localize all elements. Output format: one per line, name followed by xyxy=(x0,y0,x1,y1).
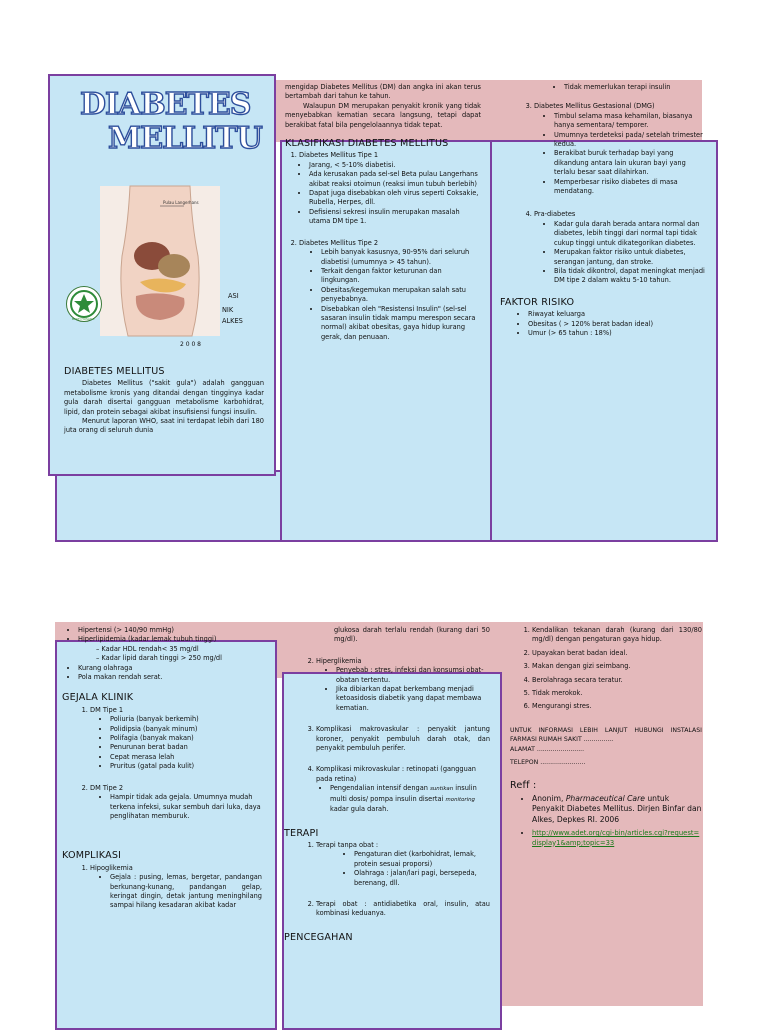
prevention-item: 6. Mengurangi stres. xyxy=(532,702,702,711)
mikro-text-b: insulin multi dosis/ pompa insulin disertai xyxy=(330,784,477,803)
symptom-item: • Poliuria (banyak berkemih) xyxy=(110,715,262,724)
mikro-text-a: Pengendalian intensif dengan xyxy=(330,784,428,793)
logo-svg xyxy=(67,287,101,321)
type3-point: • Umumnya terdeteksi pada/ setelah trimester kedua. xyxy=(554,131,705,150)
intro-paragraph-2: Walaupun DM merupakan penyakit kronik yang tidak menyebabkan kematian secara langsung, tetapi dapat berakibat fatal bila pengelolaannya tidak tepat. xyxy=(285,101,481,129)
cover-text xyxy=(64,362,264,436)
dm-section-title: DIABETES MELLITUS xyxy=(64,366,165,377)
type4-item xyxy=(534,210,705,285)
type4-point: • Merupakan faktor risiko untuk diabetes, serangan jantung, dan stroke. xyxy=(554,248,705,267)
symptom-item: • Cepat merasa lelah xyxy=(110,753,262,762)
komplikasi-heading: KOMPLIKASI xyxy=(62,850,122,862)
type4-point: • Bila tidak dikontrol, dapat meningkat menjadi DM tipe 2 dalam waktu 5-10 tahun. xyxy=(554,267,705,286)
type4-label: Pra-diabetes xyxy=(534,210,576,219)
mikro-label: Komplikasi mikrovaskular : retinopati (gangguan pada retina) xyxy=(316,765,476,783)
reference-link[interactable]: http://www.adet.org/cgi-bin/articles.cgi?request=display1&amp;topic=33 xyxy=(532,829,700,847)
symptom-item: • Polifagia (banyak makan) xyxy=(110,734,262,743)
stomach-shape xyxy=(158,254,190,278)
type1-item xyxy=(299,151,481,226)
symptom-item: • Hampir tidak ada gejala. Umumnya mudah terkena infeksi, sukar sembuh dari luka, daya penglihatan memburuk. xyxy=(110,793,262,821)
contact-phone: TELEPON ....................... xyxy=(510,759,586,767)
type2-label: Diabetes Mellitus Tipe 2 xyxy=(299,238,379,247)
top-back-panel xyxy=(55,470,285,542)
hiperglikemia-item xyxy=(316,657,490,713)
risk-item-exercise: • Kurang olahraga xyxy=(78,664,262,673)
org-text-3: ALKES xyxy=(222,317,243,325)
figure-label: Pulau Langerhans xyxy=(163,200,199,205)
lipid-item: – Kadar lipid darah tinggi > 250 mg/dl xyxy=(96,654,262,663)
type2-point: • Disebabkan oleh "Resistensi Insulin" (sel-sel sasaran insulin tidak mampu merespon secara normal) akibat obesitas, gaya hidup kurang gerak, dan penuaan. xyxy=(321,305,481,343)
type2-point: • Terkait dengan faktor keturunan dan lingkungan. xyxy=(321,267,481,286)
prevention-item: 4. Berolahraga secara teratur. xyxy=(532,676,702,685)
ref1-text-a: Anonim, xyxy=(532,793,564,803)
bakti-husada-logo xyxy=(66,286,102,322)
hiper-label: Hiperglikemia xyxy=(316,656,362,665)
type1-point: • Ada kerusakan pada sel-sel Beta pulau Langerhans akibat reaksi otoimun (reaksi imun tubuh berlebih) xyxy=(309,170,481,189)
dm2-symptoms xyxy=(90,784,262,822)
cover-title-line1: DIABETES xyxy=(80,87,251,122)
type3-label: Diabetes Mellitus Gestasional (DMG) xyxy=(534,102,655,111)
type1-point: • Dapat juga disebabkan oleh virus seperti Coksakie, Rubella, Herpes, dll. xyxy=(309,189,481,208)
ref1-text-b: untuk Penyakit Diabetes Mellitus. Dirjen Binfar dan Alkes, Depkes RI. 2006 xyxy=(532,793,702,824)
type4-point: • Kadar gula darah berada antara normal dan diabetes, lebih tinggi dari normal tapi tidak cukup tinggi untuk dikategorikan diabetes. xyxy=(554,220,705,248)
dm1-label: DM Tipe 1 xyxy=(90,705,124,714)
symptom-item: • Polidipsia (banyak minum) xyxy=(110,725,262,734)
prevention-item: 2. Upayakan berat badan ideal. xyxy=(532,649,702,658)
type2-point: • Obesitas/kegemukan merupakan salah satu penyebabnya. xyxy=(321,286,481,305)
intro-paragraph-1: mengidap Diabetes Mellitus (DM) dan angka ini akan terus bertambah dari tahun ke tahun. xyxy=(285,83,481,101)
symptom-item: • Penurunan berat badan xyxy=(110,743,262,752)
type2-point: • Lebih banyak kasusnya, 90-95% dari seluruh diabetisi (umumnya > 45 tahun). xyxy=(321,248,481,267)
risk-item-diet: • Pola makan rendah serat. xyxy=(78,673,262,682)
reff-heading: Reff : xyxy=(510,780,537,792)
type1-label: Diabetes Mellitus Tipe 1 xyxy=(299,151,379,160)
org-text-2: NIK xyxy=(222,306,234,314)
cover-title-line2: MELLITU xyxy=(108,121,262,156)
dm1-symptoms xyxy=(90,706,262,772)
terapi1-point: • Olahraga : jalan/lari pagi, bersepeda, berenang, dll. xyxy=(354,869,490,888)
type3-point: • Memperbesar risiko diabetes di masa mendatang. xyxy=(554,178,705,197)
risk-item-hypertension: • Hipertensi (> 140/90 mmHg) xyxy=(78,626,262,635)
mikro-italic-2: monitoring xyxy=(445,796,475,803)
prevention-item: 5. Tidak merokok. xyxy=(532,689,702,698)
pencegahan-heading: PENCEGAHAN xyxy=(284,931,353,943)
logo-star-icon xyxy=(74,294,94,313)
prevention-item: 1. Kendalikan tekanan darah (kurang dari 130/80 mg/dl) dengan pengaturan gaya hidup. xyxy=(532,626,702,645)
contact-address: ALAMAT ........................ xyxy=(510,745,585,753)
makrovaskular-item: 3. Komplikasi makrovaskular : penyakit jantung koroner, penyakit pembuluh darah otak, dan penyakit pembuluh perifer. xyxy=(316,725,490,753)
terapi-obat: 2. Terapi obat : antidiabetika oral, insulin, atau kombinasi keduanya. xyxy=(316,900,490,919)
faktor-risiko-heading: FAKTOR RISIKO xyxy=(500,296,575,308)
hipo-label: Hipoglikemia xyxy=(90,863,133,872)
hiper-point: • Penyebab : stres, infeksi dan konsumsi obat-obatan tertentu. xyxy=(336,666,490,685)
top-middle-text xyxy=(285,83,481,342)
type1-point: • Defisiensi sekresi insulin merupakan masalah utama DM tipe 1. xyxy=(309,208,481,227)
cover-panel xyxy=(48,74,276,476)
hipoglikemia-item xyxy=(90,864,262,911)
type3-point: • Timbul selama masa kehamilan, biasanya hanya sementara/ temporer. xyxy=(554,112,705,131)
gejala-heading: GEJALA KLINIK xyxy=(62,692,134,704)
cover-year: 2 0 0 8 xyxy=(180,341,201,348)
klasifikasi-heading: KLASIFIKASI DIABETES MELLITUS xyxy=(285,138,449,150)
bottom-right-text xyxy=(510,626,702,848)
dm-definition-paragraph: Diabetes Mellitus ("sakit gula") adalah gangguan metabolisme kronis yang ditandai dengan tingginya kadar gula darah disertai gangguan metabolisme karbohidrat, lipid, dan protein sebagai akibat insufisiensi fungsi insulin. xyxy=(64,379,264,416)
type2-item xyxy=(299,239,481,342)
risk-item: • Riwayat keluarga xyxy=(528,310,705,319)
symptom-item: • Pruritus (gatal pada kulit) xyxy=(110,762,262,771)
lipid-item: – Kadar HDL rendah< 35 mg/dl xyxy=(96,645,262,654)
hipo-symptom: • Gejala : pusing, lemas, bergetar, pandangan berkunang-kunang, pandangan gelap, keringat dingin, detak jantung meninghilang sampai hilang kesadaran akibat kadar xyxy=(110,873,262,911)
who-paragraph: Menurut laporan WHO, saat ini terdapat lebih dari 180 juta orang di seluruh dunia xyxy=(64,417,264,435)
mikrovaskular-item xyxy=(316,765,490,814)
no-insulin-item: • Tidak memerlukan terapi insulin xyxy=(564,83,705,92)
reference-link-item xyxy=(532,829,702,848)
type3-point: • Berakibat buruk terhadap bayi yang dikandung antara lain ukuran bayi yang terlalu besar saat dilahirkan. xyxy=(554,149,705,177)
logo-text: BAKTI HUSADA xyxy=(72,317,95,321)
bottom-left-text xyxy=(62,626,262,911)
prevention-item: 3. Makan dengan gizi seimbang. xyxy=(532,662,702,671)
dm2-label: DM Tipe 2 xyxy=(90,783,124,792)
ref1-italic: Pharmaceutical Care xyxy=(565,793,645,803)
top-right-text xyxy=(500,83,705,338)
terapi1-point: • Pengaturan diet (karbohidrat, lemak, protein sesuai proporsi) xyxy=(354,850,490,869)
risk-item: • Umur (> 65 tahun : 18%) xyxy=(528,329,705,338)
terapi-tanpa-obat xyxy=(316,841,490,888)
hiper-point: • Jika dibiarkan dapat berkembang menjadi ketoasidosis diabetik yang dapat membawa kematian. xyxy=(336,685,490,713)
bottom-middle-text xyxy=(284,626,490,945)
risk-item-hyperlipidemia: • Hiperlipidemia (kadar lemak tubuh tinggi) xyxy=(78,635,262,644)
risk-item: • Obesitas ( > 120% berat badan ideal) xyxy=(528,320,705,329)
reference-item xyxy=(532,794,702,825)
terapi-heading: TERAPI xyxy=(284,827,319,839)
terapi1-label: Terapi tanpa obat : xyxy=(316,840,379,849)
contact-info: UNTUK INFORMASI LEBIH LANJUT HUBUNGI INSTALASI FARMASI RUMAH SAKIT ............... xyxy=(510,726,702,744)
glukosa-continuation: glukosa darah terlalu rendah (kurang dari 50 mg/dl). xyxy=(334,626,490,644)
mikro-italic-1: suntikan xyxy=(430,786,454,793)
mikro-point xyxy=(330,784,490,814)
mikro-text-c: kadar gula darah. xyxy=(330,805,389,814)
type3-item xyxy=(534,102,705,196)
type1-point: • Jarang, < 5-10% diabetisi. xyxy=(309,161,481,170)
org-text-1: ASI xyxy=(228,292,239,300)
anatomy-svg xyxy=(100,186,220,336)
anatomy-illustration xyxy=(100,186,220,336)
